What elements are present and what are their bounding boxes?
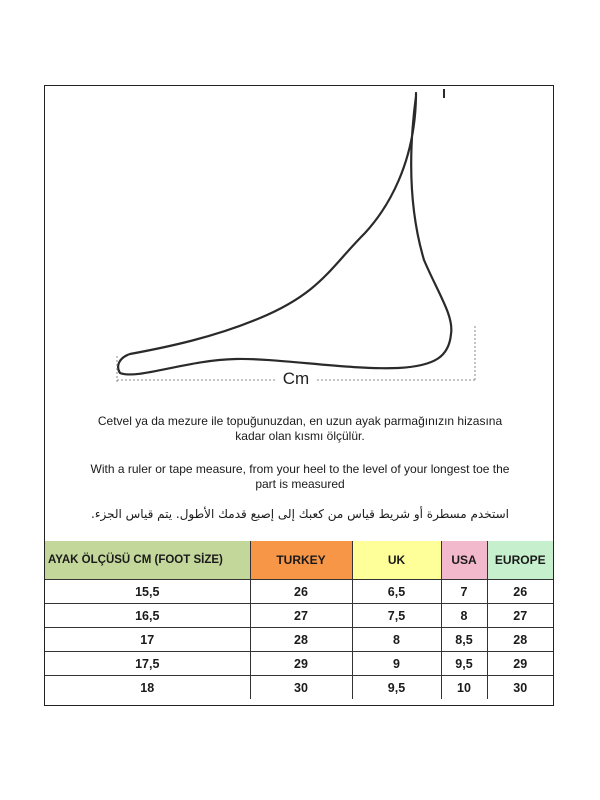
cell-turkey: 26 <box>250 580 352 604</box>
header-uk: UK <box>352 541 441 580</box>
size-chart-table <box>45 541 553 699</box>
foot-diagram <box>45 86 555 396</box>
cell-europe: 29 <box>487 652 553 676</box>
instruction-arabic: استخدم مسطرة أو شريط قياس من كعبك إلى إصبع قدمك الأطول. يتم قياس الجزء. <box>91 507 509 521</box>
cell-usa: 9,5 <box>441 652 487 676</box>
header-europe: EUROPE <box>487 541 553 580</box>
cell-europe: 30 <box>487 676 553 700</box>
instruction-english: With a ruler or tape measure, from your heel to the level of your longest toe the part is measured <box>90 462 510 491</box>
cell-uk: 9 <box>352 652 441 676</box>
cell-foot-size: 17 <box>45 628 250 652</box>
cell-usa: 8,5 <box>441 628 487 652</box>
cell-foot-size: 18 <box>45 676 250 700</box>
header-usa: USA <box>441 541 487 580</box>
cell-uk: 7,5 <box>352 604 441 628</box>
cell-turkey: 30 <box>250 676 352 700</box>
cell-usa: 7 <box>441 580 487 604</box>
cell-turkey: 27 <box>250 604 352 628</box>
header-foot-size: AYAK ÖLÇÜSÜ CM (FOOT SİZE) <box>45 541 250 580</box>
table-row <box>45 676 553 700</box>
cell-turkey: 29 <box>250 652 352 676</box>
instruction-turkish: Cetvel ya da mezure ile topuğunuzdan, en uzun ayak parmağınızın hizasına kadar olan kısmı ölçülür. <box>97 414 503 443</box>
table-row <box>45 604 553 628</box>
cell-foot-size: 17,5 <box>45 652 250 676</box>
cell-foot-size: 16,5 <box>45 604 250 628</box>
cell-turkey: 28 <box>250 628 352 652</box>
table-header-row <box>45 541 553 580</box>
measure-label: Cm <box>282 369 310 388</box>
table-row <box>45 580 553 604</box>
cell-usa: 8 <box>441 604 487 628</box>
cell-europe: 26 <box>487 580 553 604</box>
cell-usa: 10 <box>441 676 487 700</box>
cell-europe: 27 <box>487 604 553 628</box>
cell-uk: 8 <box>352 628 441 652</box>
foot-outline-icon <box>45 86 555 396</box>
table-row <box>45 628 553 652</box>
cell-europe: 28 <box>487 628 553 652</box>
header-turkey: TURKEY <box>250 541 352 580</box>
cell-uk: 6,5 <box>352 580 441 604</box>
table-row <box>45 652 553 676</box>
size-guide-frame <box>44 85 554 706</box>
cell-foot-size: 15,5 <box>45 580 250 604</box>
cell-uk: 9,5 <box>352 676 441 700</box>
